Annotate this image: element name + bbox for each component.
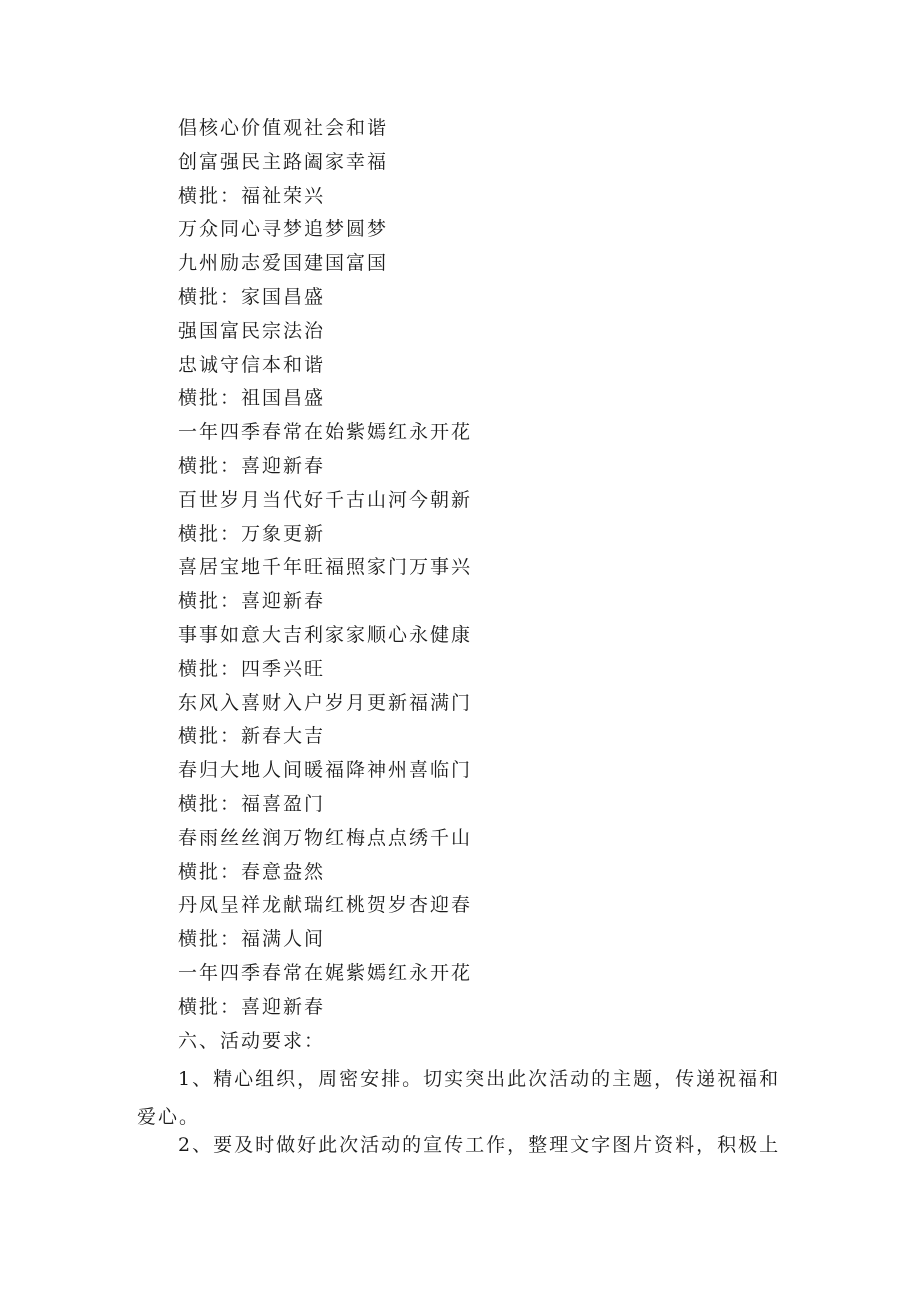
text-line: 忠诚守信本和谐 [178, 353, 326, 376]
horizontal-scroll-line: 横批：万象更新 [178, 522, 326, 545]
horizontal-scroll-line: 横批：福喜盈门 [178, 792, 326, 815]
text-line: 创富强民主路阖家幸福 [178, 150, 389, 173]
horizontal-scroll-line: 横批：喜迎新春 [178, 454, 326, 477]
horizontal-scroll-line: 横批：祖国昌盛 [178, 387, 326, 410]
text-line: 喜居宝地千年旺福照家门万事兴 [178, 556, 473, 579]
text-line: 一年四季春常在始紫嫣红永开花 [178, 421, 473, 444]
horizontal-scroll-line: 横批：喜迎新春 [178, 995, 326, 1018]
text-line: 春雨丝丝润万物红梅点点绣千山 [178, 826, 473, 849]
text-line: 春归大地人间暖福降神州喜临门 [178, 759, 473, 782]
horizontal-scroll-line: 横批：福祉荣兴 [178, 184, 326, 207]
horizontal-scroll-line: 横批：家国昌盛 [178, 285, 326, 308]
text-line: 东风入喜财入户岁月更新福满门 [178, 691, 473, 714]
horizontal-scroll-line: 横批：喜迎新春 [178, 590, 326, 613]
text-line: 丹凤呈祥龙献瑞红桃贺岁杏迎春 [178, 894, 473, 917]
text-line: 万众同心寻梦追梦圆梦 [178, 218, 389, 241]
horizontal-scroll-line: 横批：福满人间 [178, 928, 326, 951]
text-line: 倡核心价值观社会和谐 [178, 117, 389, 139]
horizontal-scroll-line: 横批：新春大吉 [178, 725, 326, 748]
horizontal-scroll-line: 横批：春意盎然 [178, 860, 326, 883]
text-line: 百世岁月当代好千古山河今朝新 [178, 488, 473, 511]
couplet-list [178, 112, 798, 1058]
requirement-paragraph-1: 1、精心组织，周密安排。切实突出此次活动的主题，传递祝福和爱心。 [137, 1068, 781, 1128]
horizontal-scroll-line: 横批：四季兴旺 [178, 657, 326, 680]
text-line: 事事如意大吉利家家顺心永健康 [178, 623, 473, 646]
text-line: 一年四季春常在娓紫嫣红永开花 [178, 961, 473, 984]
requirement-paragraph-2: 2、要及时做好此次活动的宣传工作，整理文字图片资料，积极上 [178, 1134, 781, 1156]
text-line: 九州励志爱国建国富国 [178, 252, 389, 275]
section-heading: 六、活动要求： [178, 1029, 326, 1052]
text-line: 强国富民宗法治 [178, 319, 326, 342]
